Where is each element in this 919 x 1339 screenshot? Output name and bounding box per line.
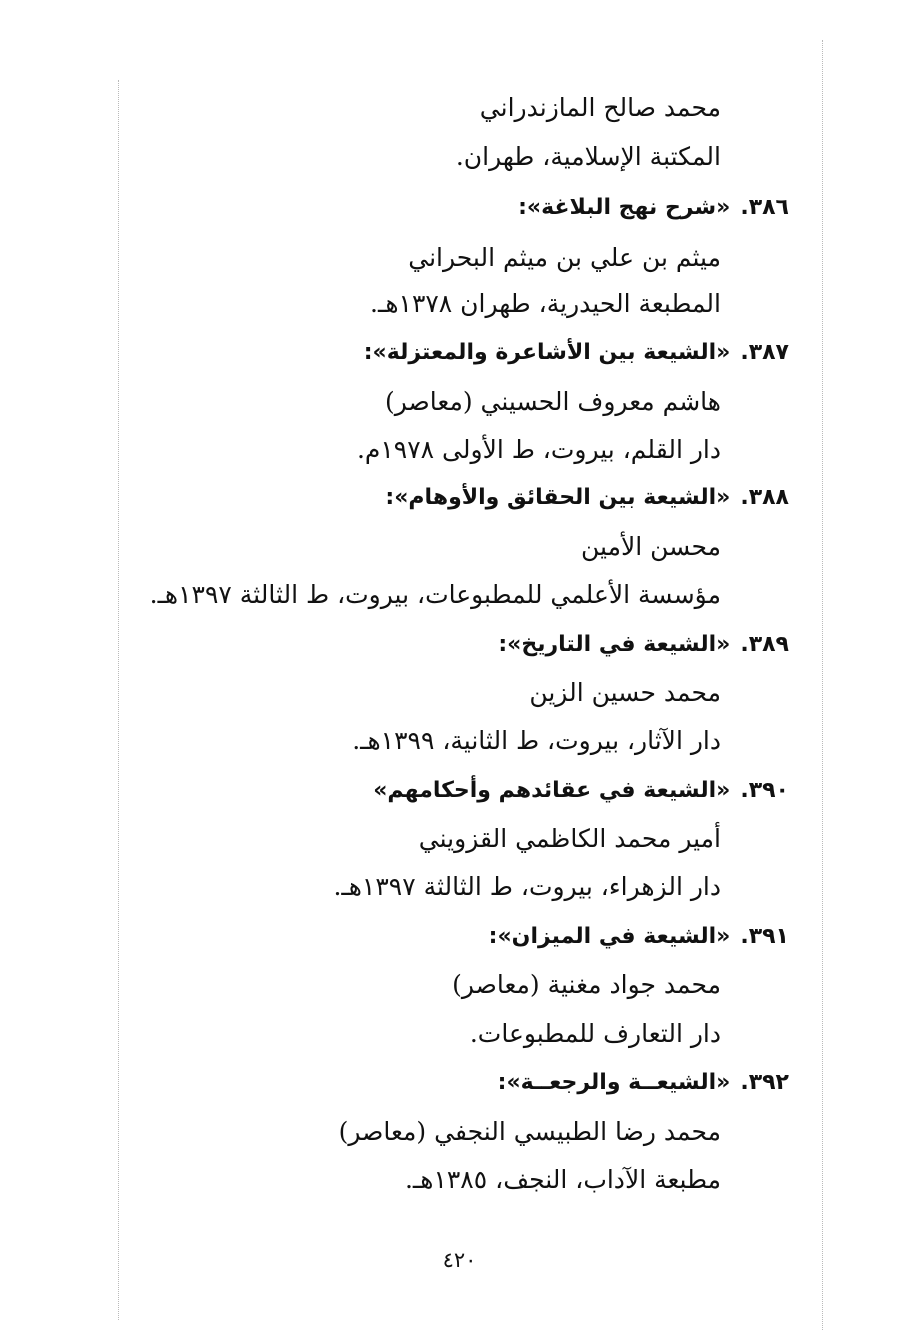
entry-title: «الشيعة بين الأشاعرة والمعتزلة»: (363, 340, 731, 365)
entry-title: «شرح نهج البلاغة»: (518, 195, 731, 220)
continued-author-line: محمد صالح المازندراني (479, 93, 721, 122)
entry-title: «الشيعة في الميزان»: (488, 924, 731, 949)
entry-title: «الشيعــة والرجعــة»: (497, 1070, 731, 1095)
entry-heading (498, 627, 789, 663)
entry-heading (518, 190, 789, 226)
entry-title: «الشيعة في عقائدهم وأحكامهم» (373, 778, 731, 803)
entry-publication: دار الزهراء، بيروت، ط الثالثة ١٣٩٧هـ. (333, 872, 721, 901)
entry-title: «الشيعة في التاريخ»: (498, 632, 731, 657)
entry-number: ٣٩٢. (740, 1070, 789, 1095)
entry-author: محمد حسين الزين (529, 678, 721, 707)
entry-publication: مؤسسة الأعلمي للمطبوعات، بيروت، ط الثالثة ١٣٩٧هـ. (149, 580, 721, 609)
entry-author: أمير محمد الكاظمي القزويني (418, 824, 721, 853)
entry-number: ٣٨٦. (740, 195, 789, 220)
entry-number: ٣٩٠. (740, 778, 789, 803)
entry-publication: دار التعارف للمطبوعات. (469, 1019, 721, 1048)
entry-author: ميثم بن علي بن ميثم البحراني (408, 243, 721, 272)
page-number: ٤٢٠ (442, 1248, 477, 1272)
entry-author: محمد جواد مغنية (معاصر) (452, 970, 721, 999)
entry-heading (373, 773, 789, 809)
entry-publication: المطبعة الحيدرية، طهران ١٣٧٨هـ. (370, 289, 721, 318)
continued-publication-line: المكتبة الإسلامية، طهران. (455, 142, 721, 171)
entry-heading (498, 1065, 789, 1101)
entry-number: ٣٩١. (740, 924, 789, 949)
entry-heading (364, 335, 789, 371)
entry-author: هاشم معروف الحسيني (معاصر) (385, 387, 721, 416)
scan-guide-line-left (118, 80, 119, 1320)
entry-number: ٣٨٩. (740, 632, 789, 657)
entry-number: ٣٨٧. (740, 340, 789, 365)
entry-heading (489, 919, 789, 955)
scan-guide-line-right (822, 40, 823, 1330)
entry-author: محمد رضا الطبيسي النجفي (معاصر) (338, 1117, 721, 1146)
entry-publication: دار الآثار، بيروت، ط الثانية، ١٣٩٩هـ. (352, 726, 721, 755)
entry-heading (385, 480, 789, 516)
entry-publication: مطبعة الآداب، النجف، ١٣٨٥هـ. (404, 1165, 721, 1194)
entry-publication: دار القلم، بيروت، ط الأولى ١٩٧٨م. (356, 435, 721, 464)
entry-author: محسن الأمين (581, 532, 721, 561)
entry-number: ٣٨٨. (740, 485, 789, 510)
entry-title: «الشيعة بين الحقائق والأوهام»: (385, 485, 731, 510)
